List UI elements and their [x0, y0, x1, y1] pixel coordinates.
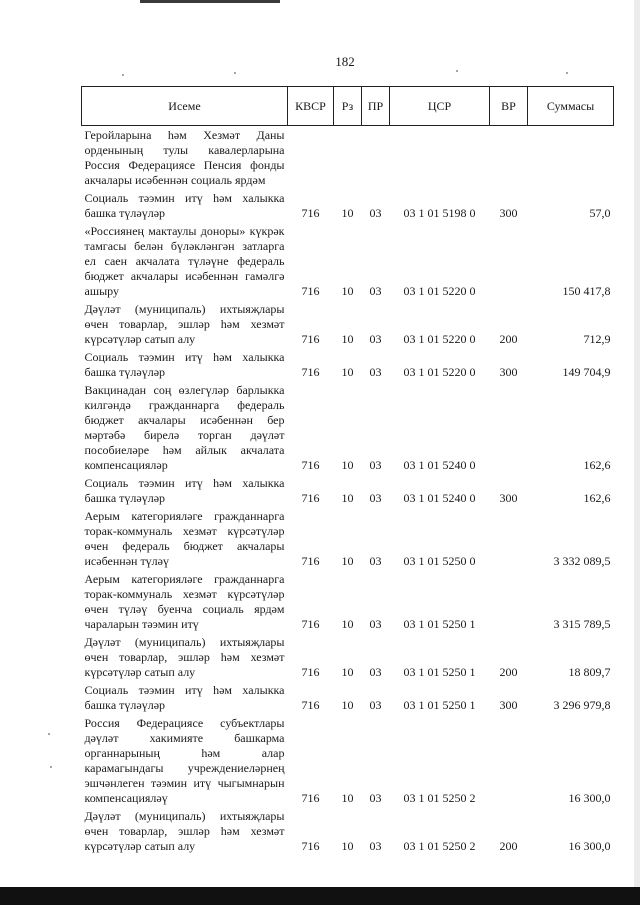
scan-speck [50, 766, 52, 768]
cell-csr: 03 1 01 5220 0 [403, 365, 476, 379]
cell-kvsr: 716 [301, 791, 320, 805]
cell-pr: 03 [369, 617, 382, 631]
cell-rz: 10 [341, 206, 354, 220]
table-row [82, 633, 614, 681]
cell-csr: 03 1 01 5240 0 [403, 458, 476, 472]
cell-vr: 200 [499, 332, 518, 346]
table-row [82, 189, 614, 222]
cell-kvsr: 716 [301, 839, 320, 853]
scan-speck [566, 72, 568, 74]
cell-pr: 03 [369, 839, 382, 853]
cell-vr: 300 [499, 491, 518, 505]
scan-speck [234, 72, 236, 74]
cell-pr: 03 [369, 365, 382, 379]
cell-name: Социаль тәэмин итү һәм халыкка башка түләүләр [84, 350, 285, 379]
cell-rz: 10 [341, 284, 354, 298]
cell-sum: 3 332 089,5 [553, 554, 611, 568]
cell-vr: 200 [499, 839, 518, 853]
cell-sum: 57,0 [589, 206, 611, 220]
cell-csr: 03 1 01 5250 0 [403, 554, 476, 568]
cell-csr: 03 1 01 5240 0 [403, 491, 476, 505]
cell-csr: 03 1 01 5250 2 [403, 839, 476, 853]
cell-kvsr: 716 [301, 332, 320, 346]
cell-pr: 03 [369, 554, 382, 568]
cell-kvsr: 716 [301, 698, 320, 712]
column-header-pr: ПР [362, 87, 390, 126]
table-row [82, 126, 614, 190]
cell-csr: 03 1 01 5250 1 [403, 665, 476, 679]
cell-rz: 10 [341, 791, 354, 805]
table-row [82, 222, 614, 300]
cell-name: Социаль тәэмин итү һәм халыкка башка түләүләр [84, 476, 285, 505]
cell-kvsr: 716 [301, 284, 320, 298]
cell-pr: 03 [369, 665, 382, 679]
table-row [82, 474, 614, 507]
cell-sum: 149 704,9 [562, 365, 611, 379]
cell-sum: 712,9 [583, 332, 611, 346]
cell-kvsr: 716 [301, 206, 320, 220]
scan-edge-top [140, 0, 280, 3]
budget-table [81, 86, 614, 855]
cell-vr: 300 [499, 365, 518, 379]
table-row [82, 300, 614, 348]
cell-sum: 18 809,7 [568, 665, 611, 679]
cell-name: Социаль тәэмин итү һәм халыкка башка түләүләр [84, 191, 285, 220]
cell-csr [390, 126, 490, 190]
cell-rz: 10 [341, 698, 354, 712]
scan-edge-right [634, 0, 640, 905]
table-row [82, 348, 614, 381]
cell-pr: 03 [369, 698, 382, 712]
cell-pr: 03 [369, 206, 382, 220]
page-number: 182 [335, 54, 355, 69]
cell-rz: 10 [341, 554, 354, 568]
cell-kvsr: 716 [301, 491, 320, 505]
cell-pr: 03 [369, 332, 382, 346]
table-row [82, 507, 614, 570]
cell-sum: 3 296 979,8 [553, 698, 611, 712]
cell-vr [490, 126, 528, 190]
cell-name: Геройларына һәм Хезмәт Даны орденының тулы кавалерларына Россия Федерациясе Пенсия фонды акчалары исәбеннән социаль ярдәм [84, 128, 285, 187]
table-row [82, 381, 614, 474]
column-header-kvsr: КВСР [288, 87, 334, 126]
cell-vr [490, 570, 528, 633]
cell-pr: 03 [369, 491, 382, 505]
cell-kvsr: 716 [301, 458, 320, 472]
cell-pr: 03 [369, 791, 382, 805]
scan-speck [48, 733, 50, 735]
table-body [82, 126, 614, 856]
cell-rz: 10 [341, 365, 354, 379]
cell-name: Социаль тәэмин итү һәм халыкка башка түләүләр [84, 683, 285, 712]
cell-sum: 16 300,0 [568, 839, 611, 853]
table-row [82, 807, 614, 855]
cell-name: Вакцинадан соң өзлегүләр барлыкка килгәндә гражданнарга федераль бюджет акчалары исәбеннән бер мәртәбә бирелә торган дәүләт пособиеләре һәм айлык акчалата компенсацияләр [84, 383, 285, 472]
cell-vr [490, 507, 528, 570]
cell-csr: 03 1 01 5220 0 [403, 332, 476, 346]
cell-sum: 162,6 [583, 491, 611, 505]
cell-name: «Россиянең мактаулы доноры» күкрәк тамгасы белән бүләкләнгән затларга ел саен акчалата түләүне федераль бюджет акчалары исәбеннән гамәлгә ашыру [84, 224, 285, 298]
cell-csr: 03 1 01 5250 1 [403, 698, 476, 712]
cell-name: Россия Федерациясе субъектлары дәүләт хакимияте башкарма органнарының һәм алар карамагындагы учреждениеләрнең эшчәнлеген тәэмин итү чыгымнарын компенсацияләү [84, 716, 285, 805]
cell-kvsr [288, 126, 334, 190]
cell-name: Аерым категорияләге гражданнарга торак-коммуналь хезмәт күрсәтүләр өчен федераль бюджет акчалары исәбеннән түләү [84, 509, 285, 568]
column-header-csr: ЦСР [390, 87, 490, 126]
cell-vr [490, 714, 528, 807]
table-row [82, 570, 614, 633]
cell-csr: 03 1 01 5198 0 [403, 206, 476, 220]
table-header-row [82, 87, 614, 126]
cell-rz: 10 [341, 458, 354, 472]
cell-sum: 16 300,0 [568, 791, 611, 805]
cell-csr: 03 1 01 5250 1 [403, 617, 476, 631]
cell-rz: 10 [341, 839, 354, 853]
cell-kvsr: 716 [301, 665, 320, 679]
column-header-rz: Рз [334, 87, 362, 126]
cell-name: Дәүләт (муниципаль) ихтыяҗлары өчен товарлар, эшләр һәм хезмәт күрсәтүләр сатып алу [84, 302, 285, 346]
column-header-sum: Суммасы [528, 87, 614, 126]
cell-sum: 162,6 [583, 458, 611, 472]
cell-vr [490, 381, 528, 474]
cell-csr: 03 1 01 5250 2 [403, 791, 476, 805]
table-row [82, 714, 614, 807]
cell-pr [362, 126, 390, 190]
column-header-vr: ВР [490, 87, 528, 126]
cell-rz: 10 [341, 332, 354, 346]
cell-vr: 300 [499, 698, 518, 712]
cell-name: Дәүләт (муниципаль) ихтыяҗлары өчен товарлар, эшләр һәм хезмәт күрсәтүләр сатып алу [84, 635, 285, 679]
cell-kvsr: 716 [301, 365, 320, 379]
scan-speck [122, 74, 124, 76]
cell-vr [490, 222, 528, 300]
cell-kvsr: 716 [301, 554, 320, 568]
cell-vr: 300 [499, 206, 518, 220]
cell-rz: 10 [341, 491, 354, 505]
cell-sum: 3 315 789,5 [553, 617, 611, 631]
cell-pr: 03 [369, 458, 382, 472]
table-row [82, 681, 614, 714]
cell-csr: 03 1 01 5220 0 [403, 284, 476, 298]
cell-vr: 200 [499, 665, 518, 679]
cell-pr: 03 [369, 284, 382, 298]
cell-sum [528, 126, 614, 190]
cell-name: Аерым категорияләге гражданнарга торак-коммуналь хезмәт күрсәтүләр өчен түләү буенча социаль ярдәм чараларын тәэмин итү [84, 572, 285, 631]
cell-rz [334, 126, 362, 190]
column-header-name: Исеме [82, 87, 288, 126]
cell-sum: 150 417,8 [562, 284, 611, 298]
scan-edge-bottom [0, 887, 640, 905]
cell-rz: 10 [341, 665, 354, 679]
cell-kvsr: 716 [301, 617, 320, 631]
cell-rz: 10 [341, 617, 354, 631]
scan-speck [456, 70, 458, 72]
cell-name: Дәүләт (муниципаль) ихтыяҗлары өчен товарлар, эшләр һәм хезмәт күрсәтүләр сатып алу [84, 809, 285, 853]
